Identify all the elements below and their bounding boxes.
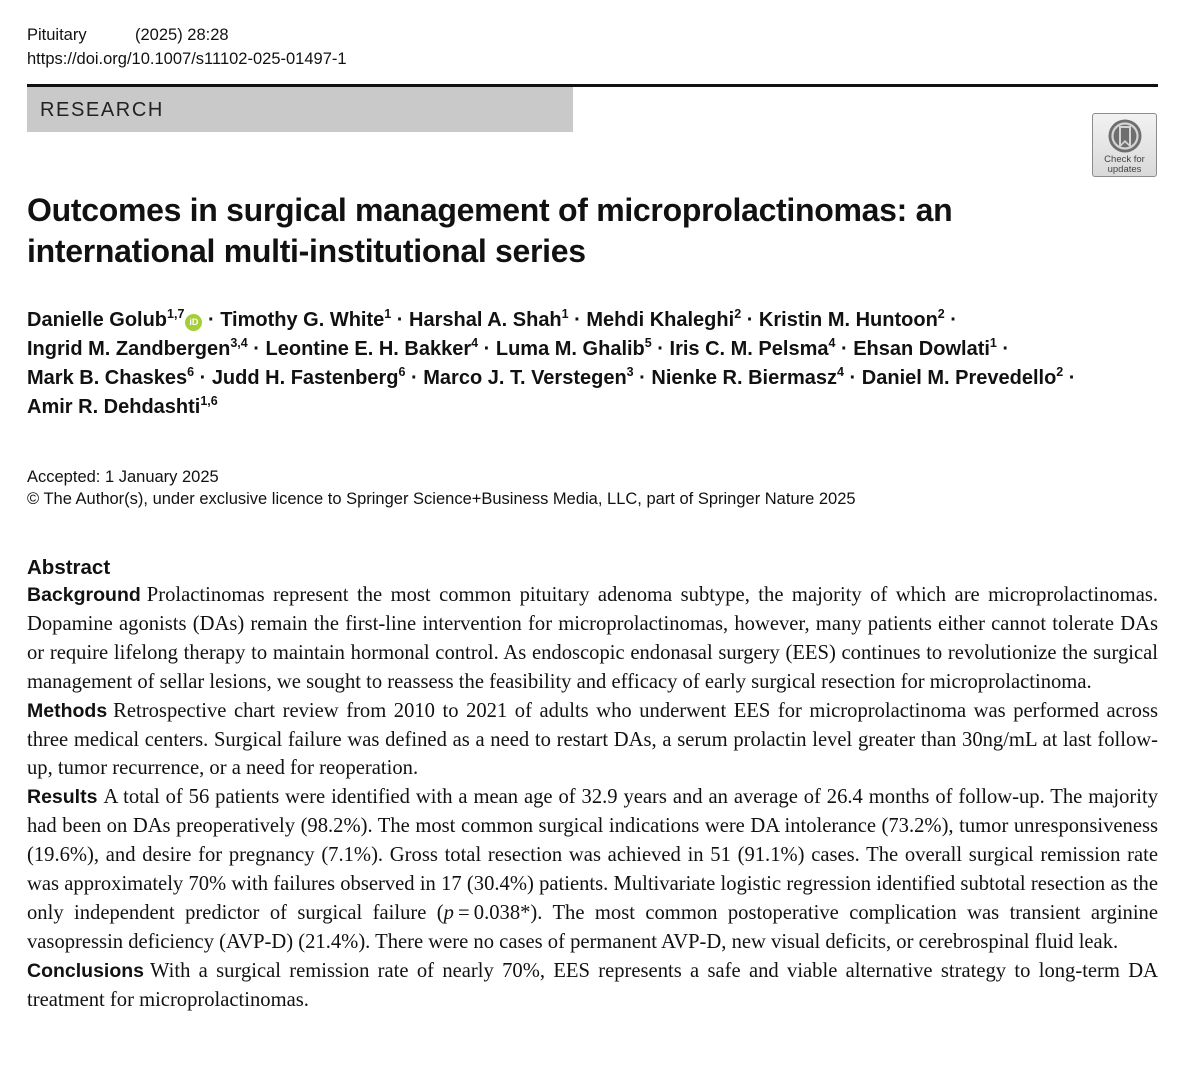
author-affiliation: 3,4 — [230, 336, 248, 350]
author-name[interactable] — [27, 309, 215, 331]
author-separator: · — [478, 338, 491, 360]
author-affiliation: 1 — [561, 307, 569, 321]
author-name-text: Nienke R. Biermasz — [651, 367, 838, 389]
author-name-text: Timothy G. White — [220, 309, 385, 331]
author-separator: · — [633, 367, 646, 389]
author-name-text: Judd H. Fastenberg — [211, 367, 399, 389]
author-name-text: Ehsan Dowlati — [853, 338, 990, 360]
background-text: Prolactinomas represent the most common pituitary adenoma subtype, the majority of which are microprolactinomas. Dopamine agonists (DAs) remain the first-line intervention for microprolactinomas, however, many patients either cannot tolerate DAs or require lifelong therapy to maintain hormonal control. As endoscopic endonasal surgery (EES) continues to revolutionize the surgical management of sellar lesions, we sought to reassess the feasibility and efficacy of early surgical resection for microprolactinoma. — [27, 584, 1158, 693]
results-text: A total of 56 patients were identified with a mean age of 32.9 years and an average of 26.4 months of follow-up. The majority had been on DAs preoperatively (98.2%). The most common surgical indications were DA intolerance (73.2%), tumor unresponsiveness (19.6%), and desire for pregnancy (7.1%). Gross total resection was achieved in 51 (91.1%) cases. The overall surgical remission rate was approximately 70% with failures observed in 17 (30.4%) patients. Multivariate logistic regression identified subtotal resection as the only independent predictor of surgical failure ( — [27, 786, 1158, 924]
author-name[interactable] — [496, 338, 664, 360]
author-name-text: Iris C. M. Pelsma — [669, 338, 829, 360]
author-separator: · — [1063, 367, 1076, 389]
author-separator: · — [202, 309, 215, 331]
abstract-methods — [27, 697, 1158, 784]
copyright-notice: © The Author(s), under exclusive licence to Springer Science+Business Media, LLC, part of Springer Nature 2025 — [27, 490, 856, 508]
author-affiliation: 3 — [626, 365, 634, 379]
author-name[interactable] — [586, 309, 753, 331]
author-separator: · — [568, 309, 581, 331]
author-affiliation: 2 — [937, 307, 945, 321]
journal-name: Pituitary — [27, 26, 87, 44]
author-affiliation: 6 — [398, 365, 406, 379]
journal-citation-line — [27, 25, 229, 45]
author-separator: · — [651, 338, 664, 360]
author-name-text: Marco J. T. Verstegen — [423, 367, 627, 389]
methods-text: Retrospective chart review from 2010 to 2021 of adults who underwent EES for microprolactinoma was performed across three medical centers. Surgical failure was defined as a need to restart DAs, a serum prolactin level greater than 30ng/mL at last follow-up, tumor recurrence, or a need for reoperation. — [27, 699, 1158, 780]
background-label: Background — [27, 584, 141, 606]
author-name-text: Kristin M. Huntoon — [758, 309, 938, 331]
author-name-text: Luma M. Ghalib — [495, 338, 645, 360]
author-name[interactable] — [670, 338, 848, 360]
author-name[interactable] — [212, 367, 418, 389]
author-affiliation: 2 — [734, 307, 742, 321]
author-name[interactable] — [853, 338, 1009, 360]
author-list — [27, 306, 1167, 422]
author-affiliation: 1 — [989, 336, 997, 350]
accepted-date: Accepted: 1 January 2025 — [27, 468, 219, 486]
author-affiliation: 1,7 — [167, 307, 185, 321]
author-name-text: Mark B. Chaskes — [27, 367, 188, 389]
abstract-heading: Abstract — [27, 556, 111, 579]
author-separator: · — [405, 367, 418, 389]
p-value-symbol: p — [443, 901, 454, 924]
author-affiliation: 2 — [1056, 365, 1064, 379]
author-name[interactable] — [862, 367, 1076, 389]
author-name[interactable] — [423, 367, 646, 389]
abstract-background — [27, 581, 1158, 697]
author-affiliation: 5 — [644, 336, 652, 350]
check-updates-icon — [1107, 118, 1143, 154]
orcid-icon[interactable]: iD — [185, 314, 202, 331]
author-affiliation: 4 — [837, 365, 844, 379]
author-affiliation: 6 — [187, 365, 195, 379]
abstract-results — [27, 783, 1158, 956]
author-separator: · — [194, 367, 207, 389]
check-for-updates-button[interactable] — [1092, 113, 1157, 177]
results-label: Results — [27, 786, 98, 809]
author-separator: · — [835, 338, 848, 360]
author-affiliation: 4 — [828, 336, 836, 350]
article-title: Outcomes in surgical management of microprolactinomas: an international multi-institutional series — [27, 192, 953, 269]
conclusions-label: Conclusions — [27, 959, 145, 982]
author-name[interactable] — [651, 367, 856, 389]
methods-label: Methods — [27, 699, 108, 722]
abstract-conclusions — [27, 957, 1158, 1015]
author-name[interactable] — [27, 396, 218, 418]
author-name-text: Mehdi Khaleghi — [586, 309, 735, 331]
author-separator: · — [996, 338, 1010, 360]
author-name-text: Daniel M. Prevedello — [861, 367, 1057, 389]
author-affiliation: 1,6 — [200, 394, 218, 408]
citation-volume: (2025) 28:28 — [135, 26, 229, 44]
author-affiliation: 1 — [384, 307, 392, 321]
author-name-text: Danielle Golub — [27, 309, 168, 331]
author-name-text: Amir R. Dehdashti — [27, 396, 201, 418]
doi-link[interactable]: https://doi.org/10.1007/s11102-025-01497-1 — [27, 50, 347, 68]
author-affiliation: 4 — [471, 336, 479, 350]
author-name[interactable] — [409, 309, 581, 331]
author-separator: · — [944, 309, 957, 331]
author-name[interactable] — [759, 309, 957, 331]
author-name[interactable] — [266, 338, 491, 360]
author-separator: · — [391, 309, 404, 331]
article-type-label: RESEARCH — [40, 99, 164, 121]
author-name[interactable] — [27, 338, 260, 360]
abstract-body — [27, 581, 1158, 1015]
results-text-end: = 0.038*). The most common postoperative complication was transient arginine vasopressin deficiency (AVP-D) (21.4%). There were no cases of permanent AVP-D, new visual deficits, or cerebrospinal fluid leak. — [27, 901, 1158, 953]
author-separator: · — [741, 309, 754, 331]
article-type-banner — [27, 87, 573, 132]
check-updates-label: Check for updates — [1104, 154, 1145, 175]
conclusions-text: With a surgical remission rate of nearly 70%, EES represents a safe and viable alternative strategy to long-term DA treatment for microprolactinomas. — [27, 959, 1158, 1011]
author-separator: · — [844, 367, 857, 389]
author-name[interactable] — [220, 309, 403, 331]
author-separator: · — [247, 338, 260, 360]
author-name-text: Ingrid M. Zandbergen — [27, 338, 231, 360]
author-name-text: Leontine E. H. Bakker — [265, 338, 472, 360]
author-name[interactable] — [27, 367, 206, 389]
author-name-text: Harshal A. Shah — [409, 309, 562, 331]
